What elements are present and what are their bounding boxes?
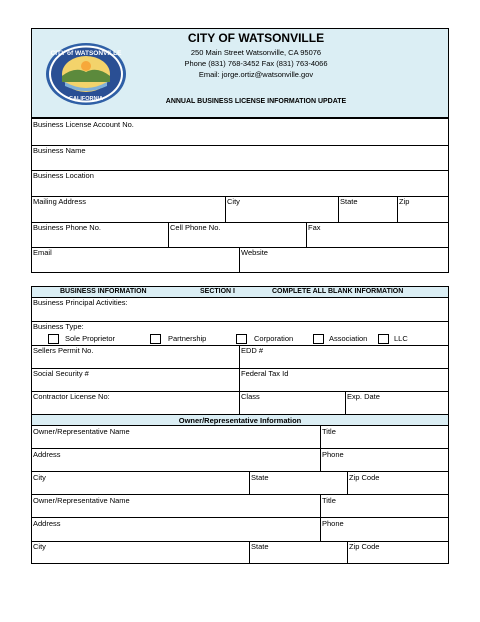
- business-name-field[interactable]: Business Name: [33, 146, 86, 155]
- association-checkbox[interactable]: [313, 334, 324, 344]
- owner-phone-field-1[interactable]: Phone: [322, 450, 344, 459]
- website-field[interactable]: Website: [241, 248, 268, 257]
- sole-proprietor-label: Sole Proprietor: [65, 334, 116, 343]
- edd-field[interactable]: EDD #: [241, 346, 264, 355]
- exp-date-field[interactable]: Exp. Date: [347, 392, 380, 401]
- city-address: 250 Main Street Watsonville, CA 95076: [190, 48, 322, 57]
- business-type-label: Business Type:: [33, 322, 84, 331]
- principal-activities-field[interactable]: Business Principal Activities:: [33, 298, 128, 307]
- ssn-field[interactable]: Social Security #: [33, 369, 89, 378]
- owner-zip-field-1[interactable]: Zip Code: [349, 473, 380, 482]
- owner-title-field-1[interactable]: Title: [322, 427, 336, 436]
- form-title: ANNUAL BUSINESS LICENSE INFORMATION UPDATE: [165, 98, 347, 105]
- owner-state-field-2[interactable]: State: [251, 542, 269, 551]
- section-label: SECTION I: [200, 288, 236, 295]
- svg-text:CALIFORNIA: CALIFORNIA: [69, 96, 103, 102]
- owner-name-field-1[interactable]: Owner/Representative Name: [33, 427, 130, 436]
- city-field[interactable]: City: [227, 197, 240, 206]
- business-phone-field[interactable]: Business Phone No.: [33, 223, 101, 232]
- city-name: CITY OF WATSONVILLE: [187, 31, 325, 45]
- llc-checkbox[interactable]: [378, 334, 389, 344]
- contractor-license-field[interactable]: Contractor License No:: [33, 392, 110, 401]
- city-email: Email: jorge.ortiz@watsonville.gov: [198, 70, 314, 79]
- business-location-field[interactable]: Business Location: [33, 171, 94, 180]
- federal-tax-id-field[interactable]: Federal Tax Id: [241, 369, 289, 378]
- partnership-label: Partnership: [168, 334, 207, 343]
- owner-phone-field-2[interactable]: Phone: [322, 519, 344, 528]
- fax-field[interactable]: Fax: [308, 223, 321, 232]
- svg-text:CITY of WATSONVILLE: CITY of WATSONVILLE: [50, 50, 122, 57]
- state-field[interactable]: State: [340, 197, 358, 206]
- class-field[interactable]: Class: [241, 392, 260, 401]
- zip-field[interactable]: Zip: [399, 197, 410, 206]
- owner-city-field-1[interactable]: City: [33, 473, 46, 482]
- account-no-field[interactable]: Business License Account No.: [33, 120, 134, 129]
- owner-city-field-2[interactable]: City: [33, 542, 46, 551]
- owner-state-field-1[interactable]: State: [251, 473, 269, 482]
- owner-address-field-1[interactable]: Address: [33, 450, 61, 459]
- partnership-checkbox[interactable]: [150, 334, 161, 344]
- instructions-heading: COMPLETE ALL BLANK INFORMATION: [272, 288, 404, 295]
- owner-zip-field-2[interactable]: Zip Code: [349, 542, 380, 551]
- business-information-heading: BUSINESS INFORMATION: [60, 288, 147, 295]
- mailing-address-field[interactable]: Mailing Address: [33, 197, 86, 206]
- owner-info-heading: Owner/Representative Information: [178, 416, 302, 425]
- corporation-label: Corporation: [254, 334, 294, 343]
- association-label: Association: [329, 334, 368, 343]
- llc-label: LLC: [394, 334, 408, 343]
- city-phone-fax: Phone (831) 768-3452 Fax (831) 763-4066: [184, 59, 328, 68]
- email-field[interactable]: Email: [33, 248, 52, 257]
- cell-phone-field[interactable]: Cell Phone No.: [170, 223, 221, 232]
- sole-proprietor-checkbox[interactable]: [48, 334, 59, 344]
- sellers-permit-field[interactable]: Sellers Permit No.: [33, 346, 94, 355]
- owner-title-field-2[interactable]: Title: [322, 496, 336, 505]
- owner-name-field-2[interactable]: Owner/Representative Name: [33, 496, 130, 505]
- owner-address-field-2[interactable]: Address: [33, 519, 61, 528]
- corporation-checkbox[interactable]: [236, 334, 247, 344]
